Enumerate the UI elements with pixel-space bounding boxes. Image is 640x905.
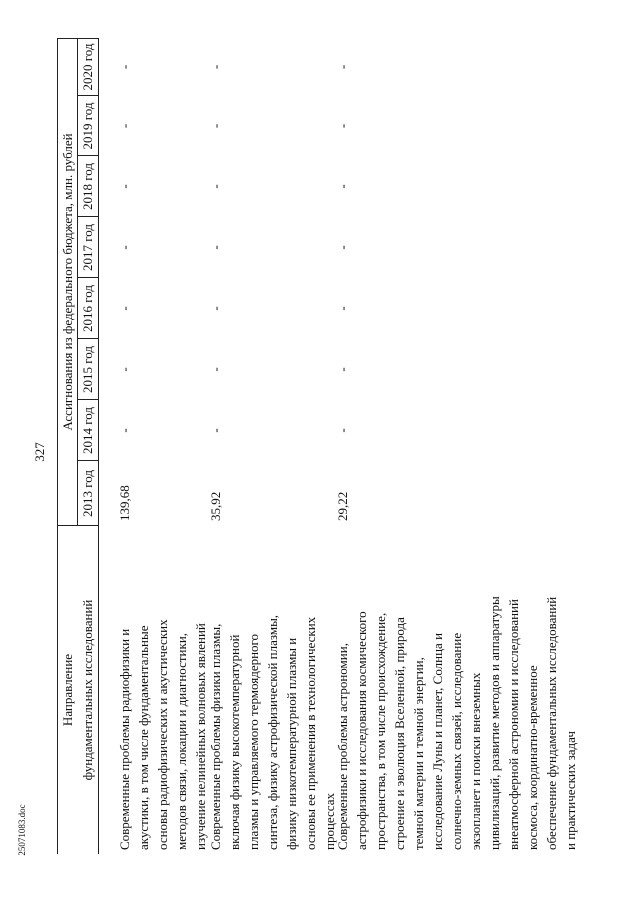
row-value: -: [117, 64, 132, 70]
row-value-2013: 139,68: [117, 485, 132, 521]
row-value: -: [117, 306, 132, 311]
row-direction: Современные проблемы физики плазмы, включая физику высокотемпературной плазмы и управляемого термоядерного синтеза, физику астрофизической плазмы, физику низкотемпературной плазмы и основы ее применения в технологических процессах: [208, 614, 337, 850]
row-value: -: [335, 367, 350, 372]
row-value: -: [335, 123, 350, 129]
row-direction: Современные проблемы астрономии, астрофизики и исследования космического пространства, в том числе происхождение, строение и эволюция Вселенной, природа темной материи и темной энергии, исследование Луны и планет, Солнца и солнечно-земных связей, исследование экзопланет и поиски внеземных цивилизаций, развитие методов и аппаратуры внеатмосферной астрономии и исследований космоса, координатно-временное обеспечение фундаментальных исследований и практических задач: [335, 596, 578, 850]
row-value: -: [335, 428, 350, 433]
row-value: -: [117, 428, 132, 433]
grid-line: [98, 38, 99, 854]
row-value: -: [208, 245, 223, 250]
header-year: 2019 год: [80, 102, 95, 150]
row-value: -: [117, 123, 132, 129]
row-value: -: [208, 184, 223, 189]
row-value: -: [208, 367, 223, 372]
row-value: -: [335, 64, 350, 70]
row-value: -: [117, 184, 132, 189]
header-year: 2014 год: [80, 407, 95, 454]
footer-file-code: 25071083.doc: [17, 804, 27, 856]
header-year: 2016 год: [80, 285, 95, 332]
row-value: -: [335, 184, 350, 189]
row-value-2013: 29,22: [335, 491, 350, 521]
row-value: -: [208, 306, 223, 311]
header-year: 2017 год: [80, 224, 95, 271]
budget-table: [57, 38, 595, 854]
row-value: -: [117, 245, 132, 250]
header-allocations: Ассигнования из федерального бюджета, млн. рублей: [60, 133, 75, 431]
header-year: 2015 год: [80, 346, 95, 393]
row-value: -: [208, 123, 223, 129]
row-value-2013: 35,92: [208, 491, 223, 521]
row-value: -: [335, 306, 350, 311]
header-year: 2013 год: [80, 470, 95, 517]
header-year: 2018 год: [80, 163, 95, 210]
header-year: 2020 год: [80, 43, 95, 91]
header-direction-line1: Направление: [60, 653, 75, 727]
header-direction-line2: фундаментальных исследований: [80, 599, 95, 781]
row-value: -: [208, 64, 223, 70]
row-value: -: [335, 245, 350, 250]
row-value: -: [208, 428, 223, 433]
row-value: -: [117, 367, 132, 372]
row-direction: Современные проблемы радиофизики и акустики, в том числе фундаментальные основы радиофизических и акустических методов связи, локации и диагностики, изучение нелинейных волновых явлений: [117, 619, 208, 850]
page-number: 327: [32, 442, 47, 462]
